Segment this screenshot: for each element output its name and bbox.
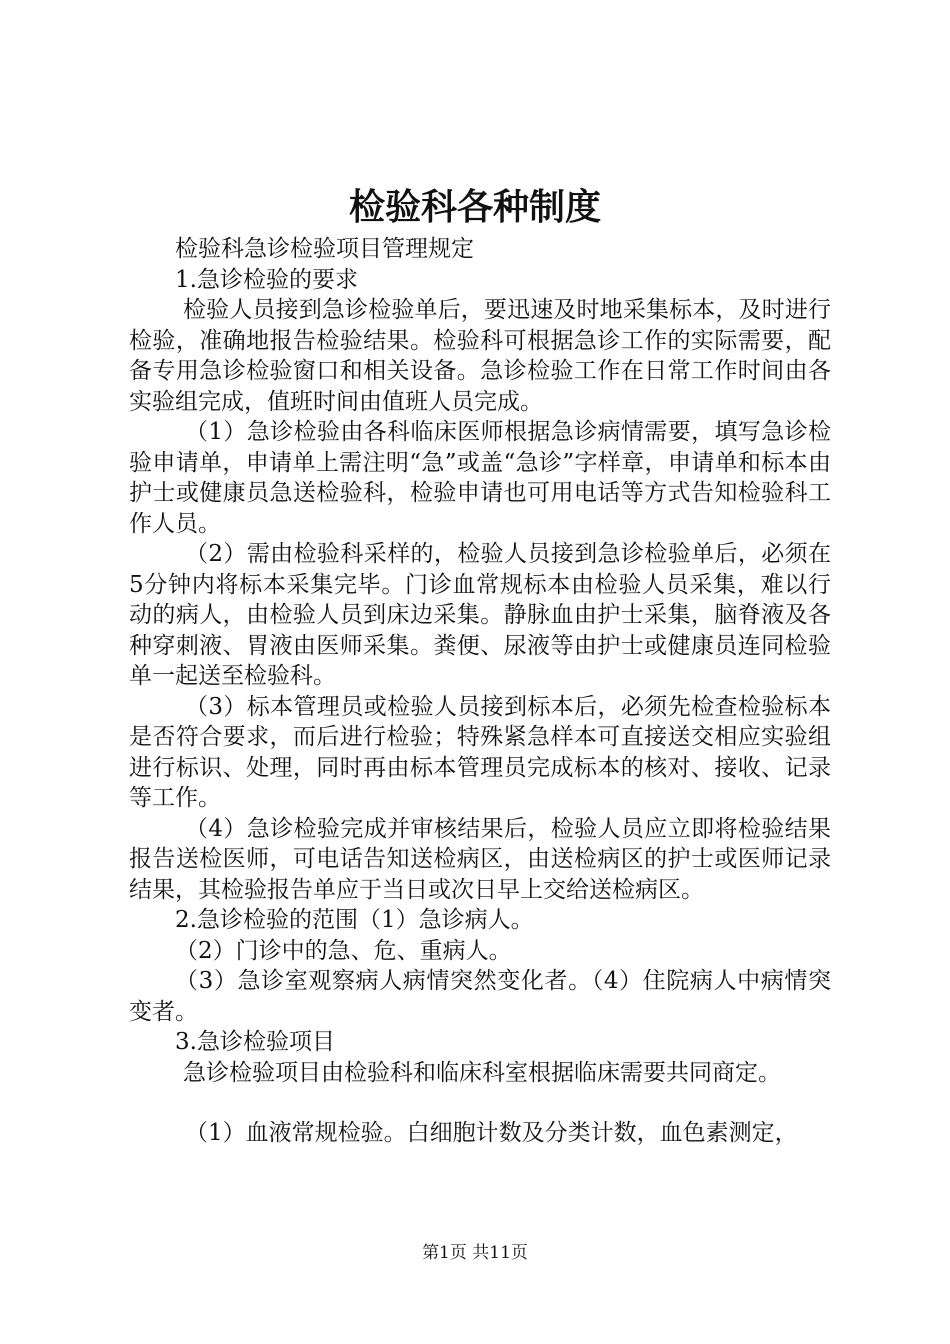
page-number: 第1页 共11页 (422, 1243, 528, 1263)
subsection-heading: 3.急诊检验项目 (175, 1029, 335, 1055)
document-body (129, 234, 831, 1149)
subsection-heading: 2.急诊检验的范围（1）急诊病人。 (175, 907, 534, 933)
paragraph: 急诊检验项目由检验科和临床科室根据临床需要共同商定。 (183, 1059, 781, 1086)
spacer (129, 1088, 831, 1118)
document-title: 检验科各种制度 (348, 187, 601, 228)
subsection-heading: 1.急诊检验的要求 (175, 266, 358, 293)
paragraph: （2）需由检验科采样的，检验人员接到急诊检验单后，必须在5分钟内将标本采集完毕。门诊血常规标本由检验人员采集，难以行动的病人，由检验人员到床边采集。静脉血由护士采集，脑脊液及各种穿刺液、胃液由医师采集。粪便、尿液等由护士或健康员连同检验单一起送至检验科。 (129, 541, 831, 689)
paragraph: （3）急诊室观察病人病情突然变化者。（4）住院病人中病情突变者。 (129, 968, 831, 1025)
section-heading: 检验科急诊检验项目管理规定 (175, 236, 474, 262)
paragraph: （2）门诊中的急、危、重病人。 (175, 937, 512, 964)
paragraph: 检验人员接到急诊检验单后，要迅速及时地采集标本，及时进行检验，准确地报告检验结果。检验科可根据急诊工作的实际需要，配备专用急诊检验窗口和相关设备。急诊检验工作在日常工作时间由各实验组完成，值班时间由值班人员完成。 (129, 297, 831, 415)
paragraph: （4）急诊检验完成并审核结果后，检验人员应立即将检验结果报告送检医师，可电话告知送检病区，由送检病区的护士或医师记录结果，其检验报告单应于当日或次日早上交给送检病区。 (129, 815, 831, 903)
paragraph: （1）血液常规检验。白细胞计数及分类计数，血色素测定， (185, 1120, 798, 1146)
paragraph: （3）标本管理员或检验人员接到标本后，必须先检查检验标本是否符合要求，而后进行检验；特殊紧急样本可直接送交相应实验组进行标识、处理，同时再由标本管理员完成标本的核对、接收、记录等工作。 (129, 693, 831, 811)
paragraph: （1）急诊检验由各科临床医师根据急诊病情需要，填写急诊检验申请单，申请单上需注明“急”或盖“急诊”字样章，申请单和标本由护士或健康员急送检验科，检验申请也可用电话等方式告知检验科工作人员。 (129, 419, 831, 537)
